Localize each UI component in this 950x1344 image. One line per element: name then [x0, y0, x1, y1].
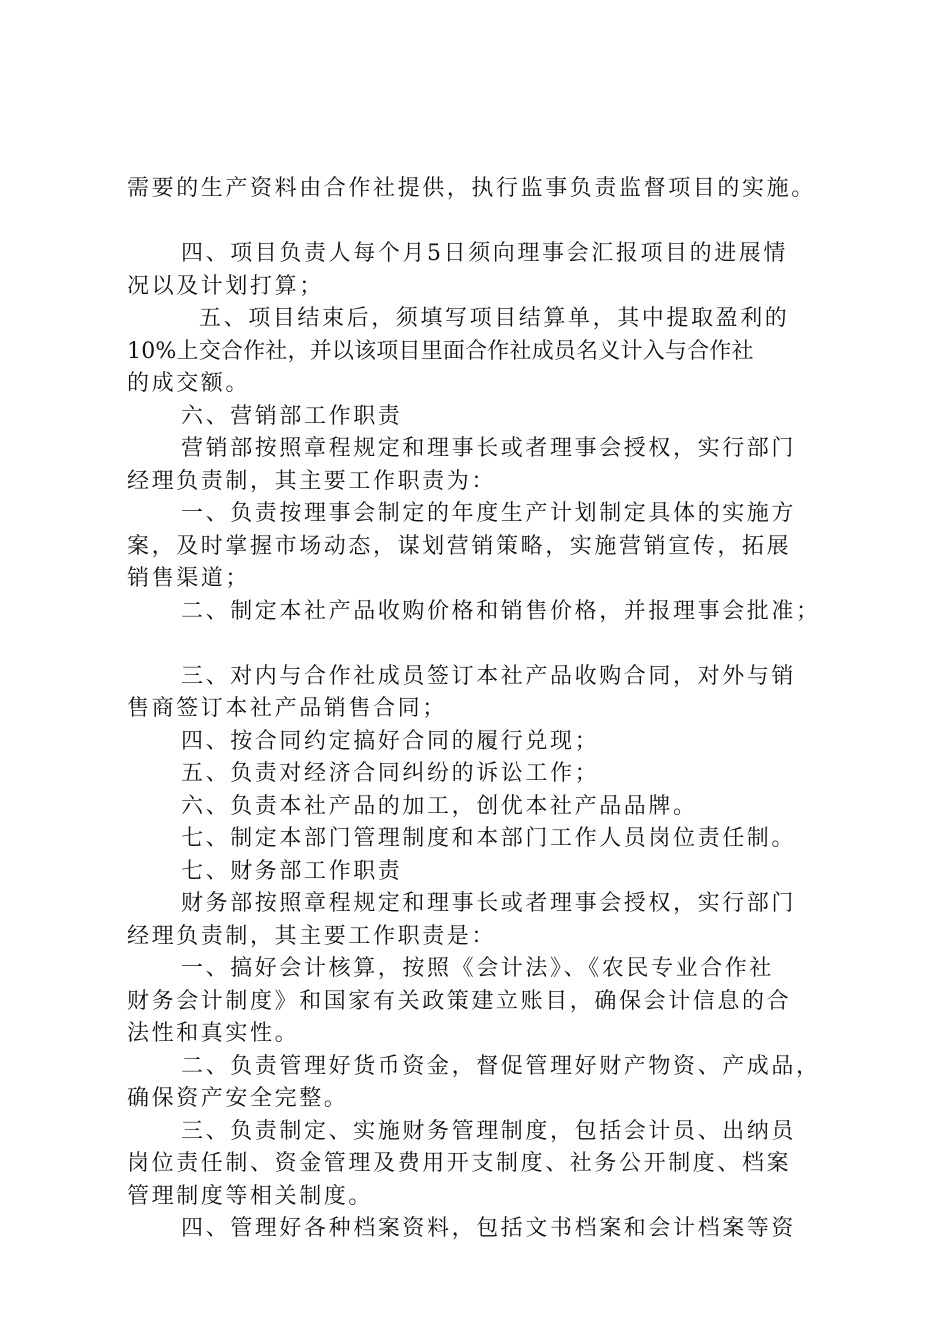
text-line: 10%上交合作社，并以该项目里面合作社成员名义计入与合作社 [127, 338, 754, 364]
text-line: 一、负责按理事会制定的年度生产计划制定具体的实施方 [181, 501, 797, 526]
text-line: 二、负责管理好货币资金，督促管理好财产物资、产成品， [181, 1053, 821, 1079]
text-line: 财务会计制度》和国家有关政策建立账目，确保会计信息的合 [127, 988, 792, 1014]
text-line: 四、管理好各种档案资料，包括文书档案和会计档案等资 [181, 1216, 797, 1241]
text-line: 况以及计划打算； [127, 273, 324, 299]
text-line: 七、制定本部门管理制度和本部门工作人员岗位责任制。 [181, 826, 797, 851]
text-line: 法性和真实性。 [127, 1021, 300, 1046]
text-line: 三、对内与合作社成员签订本社产品收购合同，对外与销 [181, 663, 797, 689]
text-line: 岗位责任制、资金管理及费用开支制度、社务公开制度、档案 [127, 1151, 792, 1176]
blank-line [127, 206, 837, 239]
text-line: 确保资产安全完整。 [127, 1086, 349, 1111]
text-line: 五、项目结束后，须填写项目结算单，其中提取盈利的 [199, 306, 790, 331]
text-line: 的成交额。 [127, 371, 251, 396]
document-body [127, 173, 837, 1246]
section-heading: 六、营销部工作职责 [181, 403, 403, 429]
text-line: 管理制度等相关制度。 [127, 1183, 374, 1209]
blank-line [127, 628, 837, 661]
text-line: 案，及时掌握市场动态，谋划营销策略，实施营销宣传，拓展 [127, 533, 792, 559]
text-line: 财务部按照章程规定和理事长或者理事会授权，实行部门 [181, 891, 797, 916]
text-line: 五、负责对经济合同纠纷的诉讼工作； [181, 761, 600, 786]
section-heading: 七、财务部工作职责 [181, 858, 403, 884]
text-line: 售商签订本社产品销售合同； [127, 696, 447, 721]
text-line: 四、项目负责人每个月5日须向理事会汇报项目的进展情 [181, 241, 788, 266]
text-line: 需要的生产资料由合作社提供，执行监事负责监督项目的实施。 [127, 176, 816, 201]
text-line: 一、搞好会计核算，按照《会计法》、《农民专业合作社 [181, 956, 775, 981]
text-line: 二、制定本社产品收购价格和销售价格，并报理事会批准； [181, 598, 821, 624]
text-line: 六、负责本社产品的加工，创优本社产品品牌。 [181, 793, 698, 819]
text-line: 经理负责制，其主要工作职责为： [127, 468, 497, 494]
text-line: 销售渠道； [127, 566, 251, 591]
text-line: 四、按合同约定搞好合同的履行兑现； [181, 728, 600, 754]
text-line: 三、负责制定、实施财务管理制度，包括会计员、出纳员 [181, 1118, 797, 1144]
text-line: 经理负责制，其主要工作职责是： [127, 923, 497, 949]
text-line: 营销部按照章程规定和理事长或者理事会授权，实行部门 [181, 436, 797, 461]
